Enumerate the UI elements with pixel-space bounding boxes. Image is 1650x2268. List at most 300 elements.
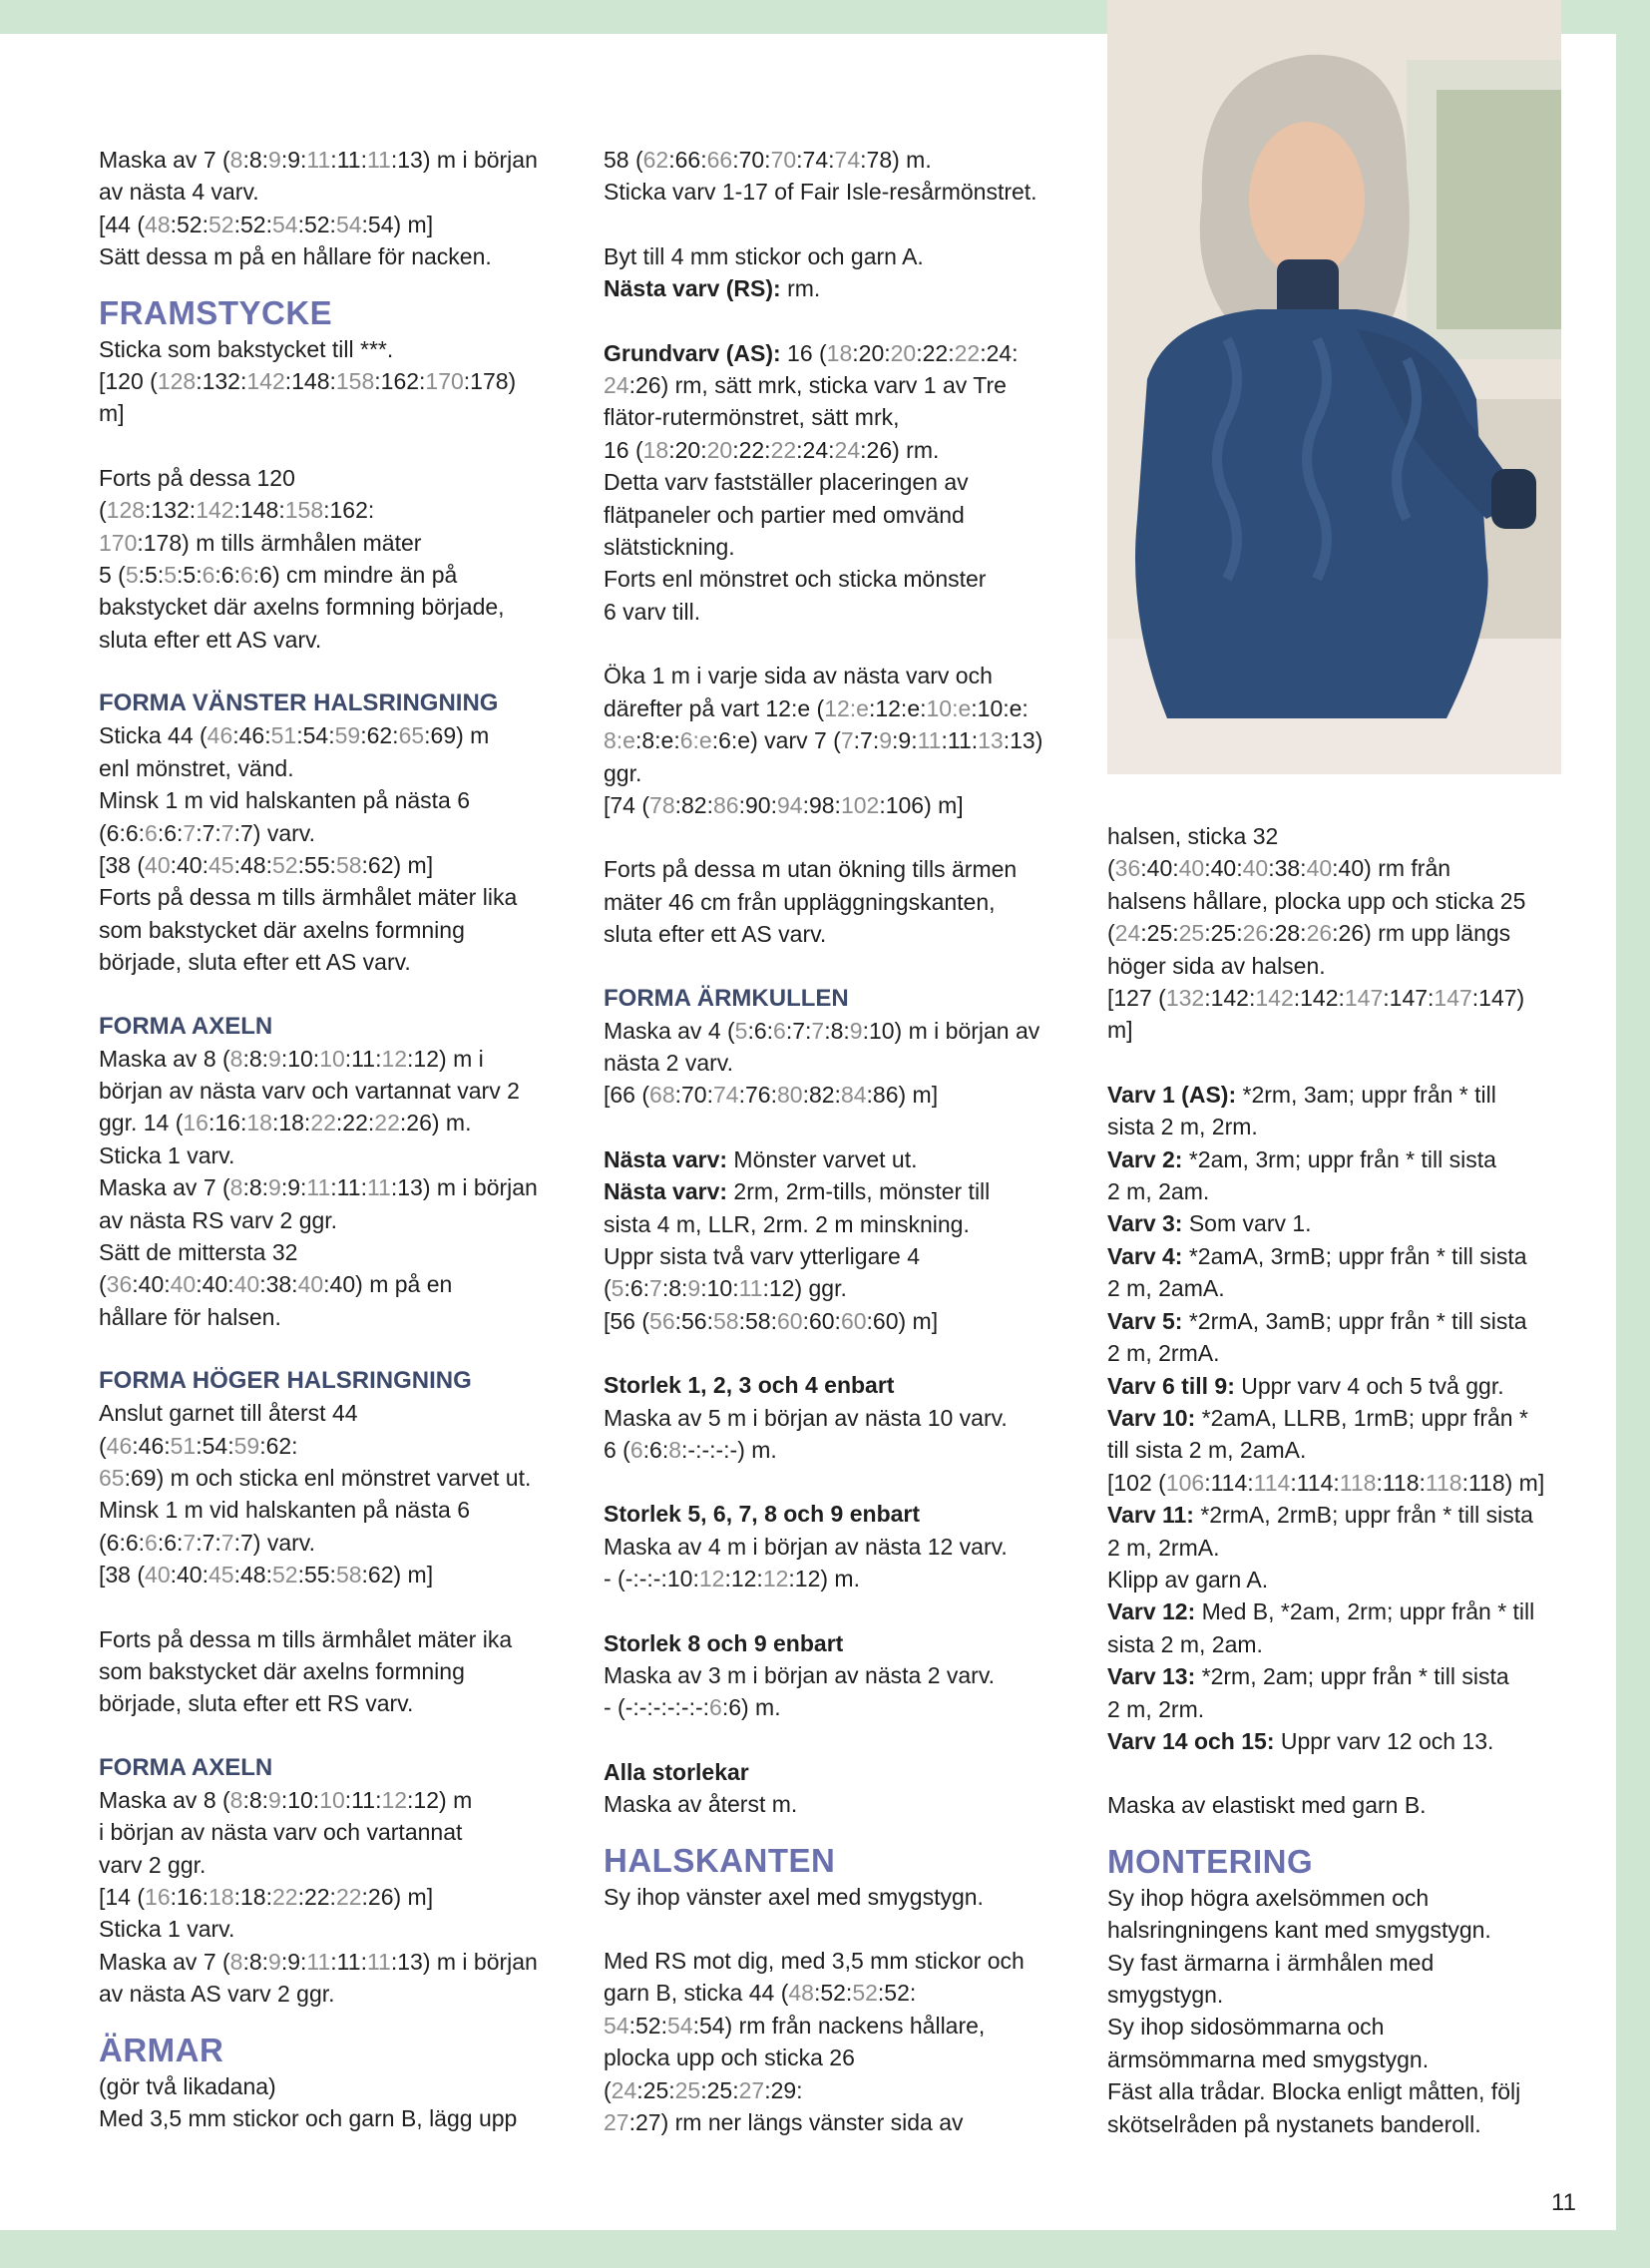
text: :148: (284, 368, 336, 395)
text: 11 (306, 1174, 331, 1201)
text: Med 3,5 mm stickor och garn B, lägg upp (99, 2105, 518, 2132)
text: 6 (629, 1437, 643, 1463)
text: :13) m i början (390, 1174, 538, 1201)
text: :78) m. (860, 147, 932, 173)
paragraph (99, 1784, 553, 2011)
text: 45 (208, 1562, 234, 1588)
text: :22: (732, 436, 771, 463)
text: :98: (802, 791, 841, 818)
text: :26) rm. (860, 436, 940, 463)
text: [102 ( (1107, 1469, 1166, 1496)
text: ) m i början (422, 147, 538, 173)
text: :132: (196, 368, 247, 395)
text: [14 ( (99, 1884, 146, 1911)
text: :118: (1376, 1469, 1426, 1496)
text: Minsk 1 m vid halskanten på nästa 6 (99, 1497, 471, 1524)
text: :178) (463, 368, 517, 395)
text: som bakstycket där axelns formning (99, 1658, 465, 1685)
text: :6: (642, 1437, 669, 1463)
text: Sticka varv 1-17 of Fair Isle-resårmönstret. (604, 179, 1037, 206)
text: 12 (698, 1566, 725, 1592)
text: m] (1107, 1017, 1133, 1044)
text: skötselråden på nystanets banderoll. (1107, 2110, 1481, 2137)
text: 22 (770, 436, 797, 463)
text: :26) m] (361, 1884, 434, 1911)
text: 80 (776, 1082, 803, 1109)
text: 27 (738, 2076, 765, 2103)
text: halsens hållare, plocka upp och sticka 25 (1107, 887, 1526, 914)
text: 54 (271, 211, 298, 237)
text: [74 ( (604, 791, 650, 818)
text: 8:e (604, 727, 635, 754)
text: 6 (106, 819, 120, 846)
text: :70: (732, 147, 771, 173)
text: 10 (319, 1045, 345, 1072)
text: :8: (824, 1017, 850, 1044)
text: plocka upp och sticka 26 (604, 2044, 855, 2071)
text: 40 (1306, 855, 1333, 882)
text: :25: (636, 2076, 675, 2103)
text: 102 (840, 791, 880, 818)
text: :38: (1268, 855, 1307, 882)
text: Varv 5: (1107, 1307, 1183, 1334)
text: :60) m] (866, 1307, 939, 1334)
paragraph (604, 853, 1057, 950)
text: :46: (232, 722, 271, 749)
text: 11 (306, 147, 331, 173)
text: :74: (796, 147, 835, 173)
text: ggr. (604, 759, 642, 786)
text: Sy ihop vänster axel med smygstygn. (604, 1883, 984, 1910)
text: :76: (738, 1082, 777, 1109)
text: 11 (306, 1948, 331, 1975)
text: 70 (770, 147, 797, 173)
text: :40) m på en (323, 1271, 453, 1298)
text: ( (99, 1271, 107, 1298)
paragraph (1107, 1079, 1561, 1758)
text: :48: (233, 1562, 272, 1588)
text: :13) (1003, 727, 1043, 754)
text: ärmsömmarna med smygstygn. (1107, 2045, 1430, 2072)
text: :6: (157, 819, 184, 846)
text: 6 (145, 819, 158, 846)
text: :20: (668, 436, 707, 463)
text: 11 (336, 147, 361, 173)
text: 52 (271, 851, 298, 878)
section-heading-montering: MONTERING (1107, 1842, 1314, 1880)
text: 60 (776, 1307, 803, 1334)
text: garn B, sticka 44 ( (604, 1980, 789, 2007)
text: sluta efter ett AS varv. (99, 626, 322, 653)
text: Sy ihop högra axelsömmen och (1107, 1884, 1430, 1911)
text: :40: (170, 851, 208, 878)
text: (gör två likadana) (99, 2072, 276, 2099)
text: :56: (674, 1307, 713, 1334)
text: Maska av återst m. (604, 1791, 798, 1818)
text: 74 (713, 1082, 739, 1109)
text: 142 (196, 497, 234, 524)
column-2 (604, 144, 1057, 2139)
text: 94 (776, 791, 803, 818)
text: :142: (1293, 985, 1345, 1012)
text: 11 (366, 147, 391, 173)
paragraph (604, 1015, 1057, 1112)
text: 7 (649, 1275, 662, 1302)
paragraph (604, 1143, 1057, 1337)
text: *2amA, 3rmB; uppr från * till sista (1182, 1242, 1527, 1269)
text: 18 (642, 436, 669, 463)
text: 11 (738, 1275, 763, 1302)
text: 58 (335, 1562, 362, 1588)
text: :11: (330, 1948, 367, 1975)
text: 9 (849, 1017, 863, 1044)
text: :13) m i början (390, 1948, 538, 1975)
text: 5 (164, 562, 178, 589)
text: :25: (700, 2076, 739, 2103)
text: 114 (1253, 1469, 1291, 1496)
text: 22 (271, 1884, 298, 1911)
text: :18: (233, 1884, 272, 1911)
text: Forts på dessa m tills ärmhålet mäter ika (99, 1625, 513, 1652)
text: 6 (202, 562, 215, 589)
text: :7: (853, 727, 880, 754)
text: Sticka 1 varv. (99, 1141, 235, 1168)
paragraph (1107, 820, 1561, 1047)
text: 5 (734, 1017, 748, 1044)
text: :16: (207, 1110, 247, 1136)
paragraph (1107, 1789, 1561, 1821)
text: 106 (1165, 1469, 1205, 1496)
text: smygstygn. (1107, 1982, 1224, 2008)
text: sista 4 m, LLR, 2rm. 2 m minskning. (604, 1210, 970, 1237)
text: :10) m i början av (862, 1017, 1040, 1044)
text: 13 (978, 727, 1004, 754)
text: :24: (796, 436, 835, 463)
subheading-hoger-halsringning: FORMA HÖGER HALSRINGNING (99, 1367, 472, 1395)
text: 2rm, 2rm-tills, mönster till (727, 1178, 991, 1205)
text: 58 (335, 851, 362, 878)
text: :142: (1204, 985, 1256, 1012)
text: Maska av 7 ( (99, 1174, 230, 1201)
paragraph (604, 337, 1057, 629)
text: Med RS mot dig, med 3,5 mm stickor och (604, 1948, 1025, 1975)
text: ( (99, 819, 107, 846)
text: 54 (604, 2012, 629, 2039)
text: :55: (297, 1562, 336, 1588)
text: 24 (1114, 920, 1141, 947)
text: :27) rm ner längs vänster sida av (628, 2109, 964, 2136)
text: :55: (297, 851, 336, 878)
text: 45 (208, 851, 234, 878)
text: Sätt dessa m på en hållare för nacken. (99, 243, 492, 270)
text: sista 2 m, 2rm. (1107, 1114, 1258, 1140)
text: :90: (738, 791, 777, 818)
text: bakstycket där axelns formning började, (99, 594, 505, 621)
text: 158 (284, 497, 324, 524)
text: ( (604, 1275, 612, 1302)
text: :132: (145, 497, 197, 524)
text: :114: (1204, 1469, 1254, 1496)
text: Som varv 1. (1182, 1210, 1312, 1237)
text: :10:e: (971, 694, 1029, 721)
text: 2 m, 2rmA. (1107, 1534, 1220, 1561)
text: 65 (99, 1465, 125, 1491)
text: Storlek 5, 6, 7, 8 och 9 enbart (604, 1501, 921, 1528)
text: :62: (360, 722, 399, 749)
text: :82: (802, 1082, 841, 1109)
text: :60: (802, 1307, 841, 1334)
text: Varv 10: (1107, 1404, 1196, 1431)
paragraph (99, 2070, 553, 2135)
text: 142 (1255, 985, 1294, 1012)
text: :40: (196, 1271, 234, 1298)
text: 16 ( (780, 339, 827, 366)
bottom-border (0, 2230, 1650, 2268)
text: 84 (840, 1082, 867, 1109)
text: Byt till 4 mm stickor och garn A. (604, 242, 924, 269)
text: :86) m] (866, 1082, 939, 1109)
text: 6 (239, 562, 253, 589)
text: *2rm, 2am; uppr från * till sista (1195, 1663, 1509, 1690)
text: 58 (713, 1307, 739, 1334)
text: 16 (183, 1110, 208, 1136)
text: 7 (220, 1529, 234, 1556)
text: 170 (99, 529, 138, 556)
text: av nästa AS varv 2 ggr. (99, 1981, 335, 2008)
text: :6) cm mindre än på (252, 562, 458, 589)
text: [56 ( (604, 1307, 650, 1334)
text: 8 (248, 147, 262, 173)
paragraph (99, 1397, 553, 1590)
text: :114: (1290, 1469, 1340, 1496)
text: - (-:-:-:-:-:-: (604, 1694, 710, 1721)
text: Varv 13: (1107, 1663, 1196, 1690)
text: 18 (208, 1884, 234, 1911)
text: i början av nästa varv och vartannat (99, 1819, 463, 1846)
text: :6: (119, 819, 146, 846)
text: Varv 2: (1107, 1145, 1183, 1172)
text: hållare för halsen. (99, 1303, 281, 1330)
text: [38 ( (99, 1562, 146, 1588)
text: Sticka 1 varv. (99, 1916, 235, 1943)
text: :62: (259, 1432, 298, 1459)
paragraph (99, 1623, 553, 1720)
text: 27 (604, 2109, 629, 2136)
text: :10: (700, 1275, 739, 1302)
text: 16 (145, 1884, 171, 1911)
text: :48: (233, 851, 272, 878)
subheading-forma-axeln-2: FORMA AXELN (99, 1753, 273, 1781)
text: 46 (106, 1432, 133, 1459)
text: :40: (170, 1562, 208, 1588)
text: :40: (132, 1271, 171, 1298)
text: :8: (242, 1948, 269, 1975)
text: :178) m tills ärmhålen mäter (137, 529, 422, 556)
text: 9 (268, 1174, 281, 1201)
text: 12 (381, 1786, 408, 1813)
text: :62) m] (361, 1562, 434, 1588)
text: 59 (334, 722, 361, 749)
text: Sätt de mittersta 32 (99, 1238, 298, 1265)
text: Nästa varv: (604, 1145, 728, 1172)
text: Forts enl mönstret och sticka mönster (604, 566, 987, 593)
text: Grundvarv (AS): (604, 339, 781, 366)
text: :8:e: (634, 727, 680, 754)
text: Sticka 44 ( (99, 722, 207, 749)
text: 18 (826, 339, 853, 366)
text: höger sida av halsen. (1107, 952, 1326, 979)
text: :8: (242, 1045, 269, 1072)
text: :162: (374, 368, 426, 395)
text: :22: (335, 1110, 375, 1136)
text: :7: (785, 1017, 812, 1044)
text: :29: (764, 2076, 803, 2103)
text: :26) rm upp längs (1332, 920, 1511, 947)
text: 6 varv till. (604, 598, 701, 625)
text: 40 (170, 1271, 197, 1298)
text: :10: (280, 1786, 320, 1813)
text: :6: (119, 1529, 146, 1556)
paragraph (99, 144, 553, 273)
paragraph (604, 1627, 1057, 1724)
paragraph (99, 719, 553, 978)
text: Klipp av garn A. (1107, 1566, 1269, 1592)
text: :40: (1204, 855, 1243, 882)
text: Varv 4: (1107, 1242, 1183, 1269)
text: flätpaneler och partier med omvänd (604, 501, 965, 528)
text: :6) m. (721, 1694, 781, 1721)
text: 26 (1306, 920, 1333, 947)
text: :6:e) varv 7 ( (711, 727, 841, 754)
text: 147 (1434, 985, 1472, 1012)
text: Med B, *2am, 2rm; uppr från * till (1195, 1598, 1535, 1625)
text: 40 (145, 1562, 171, 1588)
text: :26) m. (399, 1110, 472, 1136)
text: :147: (1383, 985, 1435, 1012)
text: 24 (834, 436, 861, 463)
text: 46 (206, 722, 233, 749)
text: :66: (668, 147, 707, 173)
text: av nästa 4 varv. (99, 179, 259, 206)
text: 54 (335, 211, 362, 237)
text: :70: (674, 1082, 713, 1109)
text: :6: (623, 1275, 650, 1302)
text: :58: (738, 1307, 777, 1334)
text: 5 (611, 1275, 624, 1302)
text: :162: (323, 497, 375, 524)
page-number: 11 (1551, 2189, 1576, 2216)
text: 26 (1242, 920, 1269, 947)
text: 40 (297, 1271, 324, 1298)
text: 2 m, 2rmA. (1107, 1340, 1220, 1367)
text: Forts på dessa m tills ärmhålet mäter lika (99, 884, 518, 911)
text: :25: (1204, 920, 1243, 947)
text: 20 (890, 339, 917, 366)
text: halsen, sticka 32 (1107, 823, 1279, 849)
text: 25 (674, 2076, 701, 2103)
text: 10 (319, 1786, 345, 1813)
text: Varv 11: (1107, 1502, 1194, 1529)
text: ( (604, 2076, 612, 2103)
text: 2 m, 2am. (1107, 1178, 1210, 1205)
text: 9 (879, 727, 893, 754)
text: Forts på dessa m utan ökning tills ärmen (604, 856, 1018, 883)
text: 66 (706, 147, 733, 173)
text: 24 (611, 2076, 637, 2103)
text: :22: (297, 1884, 336, 1911)
text: Sticka som bakstycket till ***. (99, 335, 394, 362)
text: 2 m, 2rm. (1107, 1695, 1205, 1722)
text: 6 ( (604, 1437, 630, 1463)
text: [44 ( (99, 211, 146, 237)
text: [120 ( (99, 368, 158, 395)
text: Detta varv fastställer placeringen av (604, 469, 969, 496)
text: :46: (132, 1432, 171, 1459)
text: 132 (1165, 985, 1205, 1012)
text: :148: (233, 497, 285, 524)
text: ( (99, 1529, 107, 1556)
text: :18: (271, 1110, 311, 1136)
text: Varv 14 och 15: (1107, 1727, 1275, 1754)
text: 48 (788, 1980, 814, 2007)
text: rm. (780, 275, 821, 302)
text: Varv 6 till 9: (1107, 1372, 1235, 1399)
text: 12 (381, 1045, 408, 1072)
subheading-vanster-halsringning: FORMA VÄNSTER HALSRINGNING (99, 689, 499, 717)
text: 5 ( (99, 562, 126, 589)
text: halsringningens kant med smygstygn. (1107, 1917, 1491, 1944)
text: : (242, 147, 249, 173)
text: ( (99, 1432, 107, 1459)
text: :6: (157, 1529, 184, 1556)
text: 118 (1425, 1469, 1462, 1496)
text: :6: (747, 1017, 774, 1044)
text: :52: (877, 1980, 917, 2007)
text: som bakstycket där axelns formning (99, 916, 465, 943)
text: 170 (425, 368, 464, 395)
text: :-:-:-:-) m. (681, 1437, 777, 1463)
text: 9 (268, 1045, 281, 1072)
text: 36 (106, 1271, 133, 1298)
text: [66 ( (604, 1082, 650, 1109)
text: 8 (229, 1045, 243, 1072)
text: 142 (246, 368, 285, 395)
text: 6:e (679, 727, 712, 754)
text: :8: (242, 1786, 269, 1813)
text: mäter 46 cm från uppläggningskanten, (604, 888, 996, 915)
text: :25: (1140, 920, 1179, 947)
text: Maska av 5 m i början av nästa 10 varv. (604, 1404, 1008, 1431)
text: 6 (709, 1694, 722, 1721)
text: 51 (270, 722, 297, 749)
text: 8 (229, 1174, 243, 1201)
text: :54: (296, 722, 335, 749)
text: 9 (687, 1275, 701, 1302)
text: 65 (398, 722, 425, 749)
text: 9 (287, 147, 301, 173)
text: Storlek 8 och 9 enbart (604, 1629, 844, 1656)
text: 40 (145, 851, 171, 878)
text: Nästa varv: (604, 1178, 728, 1205)
text: :52: (233, 211, 272, 237)
text: :40) rm från (1332, 855, 1451, 882)
text: :38: (259, 1271, 298, 1298)
text: av nästa RS varv 2 ggr. (99, 1206, 338, 1233)
text: Varv 3: (1107, 1210, 1183, 1237)
text: 7 (811, 1017, 825, 1044)
text: 11 (366, 1948, 391, 1975)
text: 147 (1344, 985, 1384, 1012)
